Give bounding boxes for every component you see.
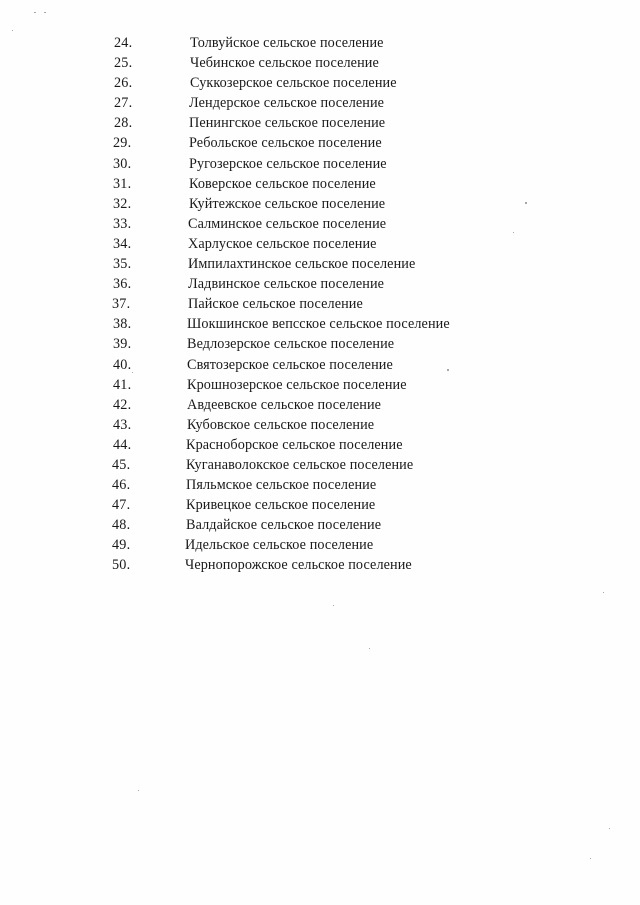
scan-speck bbox=[447, 369, 449, 371]
item-number: 46. bbox=[112, 477, 131, 494]
scan-speck bbox=[513, 232, 514, 233]
list-item bbox=[0, 33, 640, 53]
list-item bbox=[0, 375, 640, 395]
item-number: 37. bbox=[112, 296, 131, 313]
settlement-name: Чернопорожское сельское поселение bbox=[185, 557, 412, 574]
item-number: 27. bbox=[114, 95, 133, 112]
list-item bbox=[0, 535, 640, 555]
list-item bbox=[0, 214, 640, 234]
list-item bbox=[0, 174, 640, 194]
item-number: 48. bbox=[112, 517, 131, 534]
item-number: 50. bbox=[112, 557, 131, 574]
item-number: 45. bbox=[112, 456, 131, 473]
list-item bbox=[0, 555, 640, 575]
scan-speck bbox=[590, 858, 591, 859]
item-number: 47. bbox=[112, 497, 131, 514]
settlement-name: Красноборское сельское поселение bbox=[186, 436, 403, 453]
item-number: 34. bbox=[113, 235, 132, 252]
scan-speck bbox=[333, 605, 334, 606]
item-number: 36. bbox=[113, 276, 132, 293]
settlement-name: Шокшинское вепсское сельское поселение bbox=[187, 316, 450, 333]
item-number: 26. bbox=[114, 75, 133, 92]
settlement-list bbox=[0, 33, 640, 576]
item-number: 32. bbox=[113, 195, 132, 212]
item-number: 49. bbox=[112, 537, 131, 554]
settlement-name: Импилахтинское сельское поселение bbox=[188, 256, 416, 273]
scan-speck bbox=[369, 648, 370, 649]
settlement-name: Пяльмское сельское поселение bbox=[186, 477, 377, 494]
item-number: 31. bbox=[113, 175, 132, 192]
list-item bbox=[0, 435, 640, 455]
list-item bbox=[0, 254, 640, 274]
item-number: 38. bbox=[113, 316, 132, 333]
settlement-name: Харлуское сельское поселение bbox=[188, 235, 377, 252]
list-item bbox=[0, 194, 640, 214]
settlement-name: Салминское сельское поселение bbox=[188, 215, 387, 232]
item-number: 29. bbox=[113, 135, 132, 152]
item-number: 41. bbox=[113, 376, 132, 393]
settlement-name: Кубовское сельское поселение bbox=[187, 416, 375, 433]
settlement-name: Ладвинское сельское поселение bbox=[188, 276, 385, 293]
list-item bbox=[0, 73, 640, 93]
scan-speck bbox=[132, 372, 133, 373]
settlement-name: Куганаволокское сельское поселение bbox=[186, 456, 414, 473]
settlement-name: Пайское сельское поселение bbox=[188, 296, 363, 313]
item-number: 40. bbox=[113, 356, 132, 373]
list-item bbox=[0, 515, 640, 535]
item-number: 30. bbox=[113, 155, 132, 172]
list-item bbox=[0, 355, 640, 375]
settlement-name: Кривецкое сельское поселение bbox=[186, 497, 376, 514]
list-item bbox=[0, 93, 640, 113]
settlement-name: Ругозерское сельское поселение bbox=[189, 155, 387, 172]
list-item bbox=[0, 495, 640, 515]
item-number: 35. bbox=[113, 256, 132, 273]
scan-speck bbox=[12, 30, 13, 31]
list-item bbox=[0, 274, 640, 294]
settlement-name: Куйтежское сельское поселение bbox=[189, 195, 386, 212]
settlement-name: Лендерское сельское поселение bbox=[189, 95, 385, 112]
settlement-name: Валдайское сельское поселение bbox=[186, 517, 382, 534]
scan-speck bbox=[138, 790, 139, 791]
list-item bbox=[0, 314, 640, 334]
scan-speck bbox=[34, 12, 36, 13]
settlement-name: Авдеевское сельское поселение bbox=[187, 396, 382, 413]
list-item bbox=[0, 475, 640, 495]
list-item bbox=[0, 154, 640, 174]
settlement-name: Ведлозерское сельское поселение bbox=[187, 336, 395, 353]
settlement-name: Идельское сельское поселение bbox=[185, 537, 374, 554]
settlement-name: Ребольское сельское поселение bbox=[189, 135, 382, 152]
settlement-name: Пенингское сельское поселение bbox=[189, 115, 386, 132]
item-number: 25. bbox=[114, 55, 133, 72]
settlement-name: Суккозерское сельское поселение bbox=[190, 75, 397, 92]
item-number: 24. bbox=[114, 35, 133, 51]
settlement-name: Коверское сельское поселение bbox=[189, 175, 376, 192]
settlement-name: Толвуйское сельское поселение bbox=[190, 35, 384, 51]
scan-speck bbox=[525, 202, 527, 204]
list-item bbox=[0, 294, 640, 314]
list-item bbox=[0, 113, 640, 133]
scan-speck bbox=[603, 592, 604, 593]
list-item bbox=[0, 395, 640, 415]
settlement-name: Чебинское сельское поселение bbox=[190, 55, 379, 72]
list-item bbox=[0, 415, 640, 435]
list-item bbox=[0, 133, 640, 153]
scan-speck bbox=[44, 12, 46, 13]
item-number: 39. bbox=[113, 336, 132, 353]
list-item bbox=[0, 455, 640, 475]
item-number: 42. bbox=[113, 396, 132, 413]
settlement-name: Святозерское сельское поселение bbox=[187, 356, 393, 373]
item-number: 33. bbox=[113, 215, 132, 232]
scan-speck bbox=[609, 828, 610, 829]
list-item bbox=[0, 53, 640, 73]
item-number: 44. bbox=[113, 436, 132, 453]
list-item bbox=[0, 334, 640, 354]
item-number: 43. bbox=[113, 416, 132, 433]
item-number: 28. bbox=[114, 115, 133, 132]
settlement-name: Крошнозерское сельское поселение bbox=[187, 376, 407, 393]
list-item bbox=[0, 234, 640, 254]
